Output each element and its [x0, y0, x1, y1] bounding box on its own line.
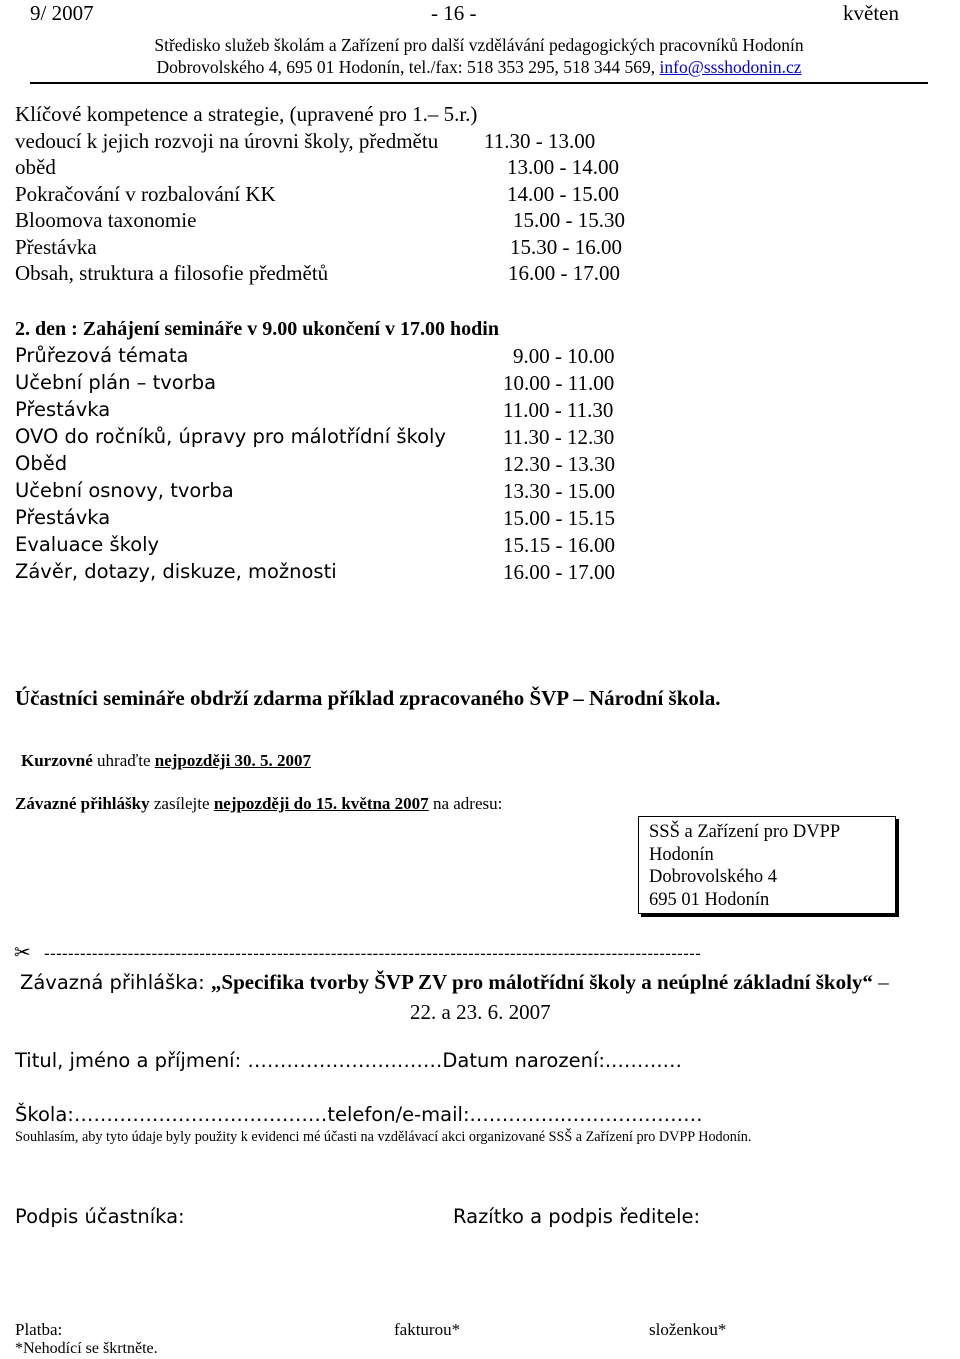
program-item-label: Průřezová témata — [15, 344, 189, 367]
cut-line: ✂ -------------------------------------------------------------------------------------------------------------- — [14, 940, 702, 962]
registration-note: Závazné přihlášky zasílejte nejpozději do 15. května 2007 na adresu: — [15, 794, 503, 813]
program-item-time: 13.30 - 15.00 — [503, 479, 615, 503]
mailing-address-box — [638, 816, 896, 914]
payment-option-invoice[interactable]: fakturou* — [394, 1320, 461, 1339]
school-contact-field[interactable]: Škola:…………………………………telefon/e-mail:.…………..………………… — [15, 1103, 703, 1126]
scissors-icon: ✂ — [14, 940, 31, 962]
footnote: *Nehodící se škrtněte. — [15, 1340, 158, 1357]
program-item-time: 15.00 - 15.30 — [513, 208, 625, 232]
payment-label: Platba: — [15, 1320, 63, 1339]
header-block — [30, 34, 928, 84]
day2-heading: 2. den : Zahájení semináře v 9.00 ukončení v 17.00 hodin — [15, 318, 499, 340]
consent-statement: Souhlasím, aby tyto údaje byly použity k evidenci mé účasti na vzdělávací akci organizované SSŠ a Zařízení pro DVPP Hodonín. — [15, 1129, 752, 1145]
program-item-label: Závěr, dotazy, diskuze, možnosti — [15, 560, 337, 583]
participant-signature-label: Podpis účastníka: — [15, 1205, 185, 1228]
program-item-label: OVO do ročníků, úpravy pro málotřídní školy — [15, 425, 446, 448]
program-item-label: oběd — [15, 155, 56, 179]
program-item-label: Bloomova taxonomie — [15, 208, 197, 232]
program-item-time: 14.00 - 15.00 — [507, 181, 619, 206]
program-item-time: 16.00 - 17.00 — [503, 560, 615, 584]
program-item-label: Obsah, struktura a filosofie předmětů — [15, 261, 329, 285]
program-item-label: vedoucí k jejich rozvoji na úrovni školy, předmětu — [15, 128, 439, 153]
program-item-time: 9.00 - 10.00 — [513, 344, 615, 368]
program-item-label: Pokračování v rozbalování KK — [15, 181, 276, 206]
issue-number: 9/ 2007 — [30, 1, 94, 25]
program-item-time: 16.00 - 17.00 — [508, 261, 620, 285]
program-item-label: Oběd — [15, 452, 68, 475]
participants-note: Účastníci semináře obdrží zdarma příklad zpracovaného ŠVP – Národní škola. — [15, 686, 721, 710]
program-item-time: 10.00 - 11.00 — [503, 371, 615, 395]
program-item-time: 12.30 - 13.30 — [503, 452, 615, 476]
page-number: - 16 - — [431, 1, 477, 25]
address-line: SSŠ a Zařízení pro DVPP — [649, 822, 841, 842]
program-item-time: 15.00 - 15.15 — [503, 506, 615, 530]
program-item-time: 11.00 - 11.30 — [503, 398, 614, 422]
name-birthdate-field[interactable]: Titul, jméno a příjmení: …………………………Datum narození:..…….… — [15, 1049, 683, 1072]
address-line: Dobrovolského 4 — [649, 867, 777, 887]
payment-option-postal[interactable]: složenkou* — [649, 1320, 727, 1339]
organization-name: Středisko služeb školám a Zařízení pro další vzdělávání pedagogických pracovníků Hodonín — [154, 35, 804, 55]
program-item-label: Evaluace školy — [15, 533, 160, 556]
program-item-label: Klíčové kompetence a strategie, (upravené pro 1.– 5.r.) — [15, 102, 478, 126]
organization-contact: Dobrovolského 4, 695 01 Hodonín, tel./fax: 518 353 295, 518 344 569, info@ssshodonin.cz — [156, 57, 802, 77]
program-item-label: Učební osnovy, tvorba — [15, 479, 234, 502]
address-line: Hodonín — [649, 844, 714, 865]
email-link[interactable]: info@ssshodonin.cz — [659, 57, 802, 77]
payment-note: Kurzovné uhraďte nejpozději 30. 5. 2007 — [21, 751, 312, 770]
director-signature-label: Razítko a podpis ředitele: — [453, 1205, 701, 1228]
program-item-time: 15.15 - 16.00 — [503, 533, 615, 557]
program-item-time: 11.30 - 13.00 — [484, 128, 596, 153]
form-title: Závazná přihláška: „Specifika tvorby ŠVP ZV pro málotřídní školy a neúplné základní školy“ – — [20, 970, 889, 994]
program-item-time: 13.00 - 14.00 — [507, 155, 619, 179]
program-item-time: 15.30 - 16.00 — [510, 234, 622, 259]
program-item-label: Přestávka — [15, 234, 97, 259]
program-item-label: Učební plán – tvorba — [15, 371, 217, 394]
program-item-label: Přestávka — [15, 398, 111, 421]
program-item-time: 11.30 - 12.30 — [503, 425, 615, 449]
address-line: 695 01 Hodonín — [649, 889, 770, 910]
program-item-label: Přestávka — [15, 506, 111, 529]
seminar-dates: 22. a 23. 6. 2007 — [410, 1000, 551, 1024]
issue-month: květen — [843, 1, 899, 25]
